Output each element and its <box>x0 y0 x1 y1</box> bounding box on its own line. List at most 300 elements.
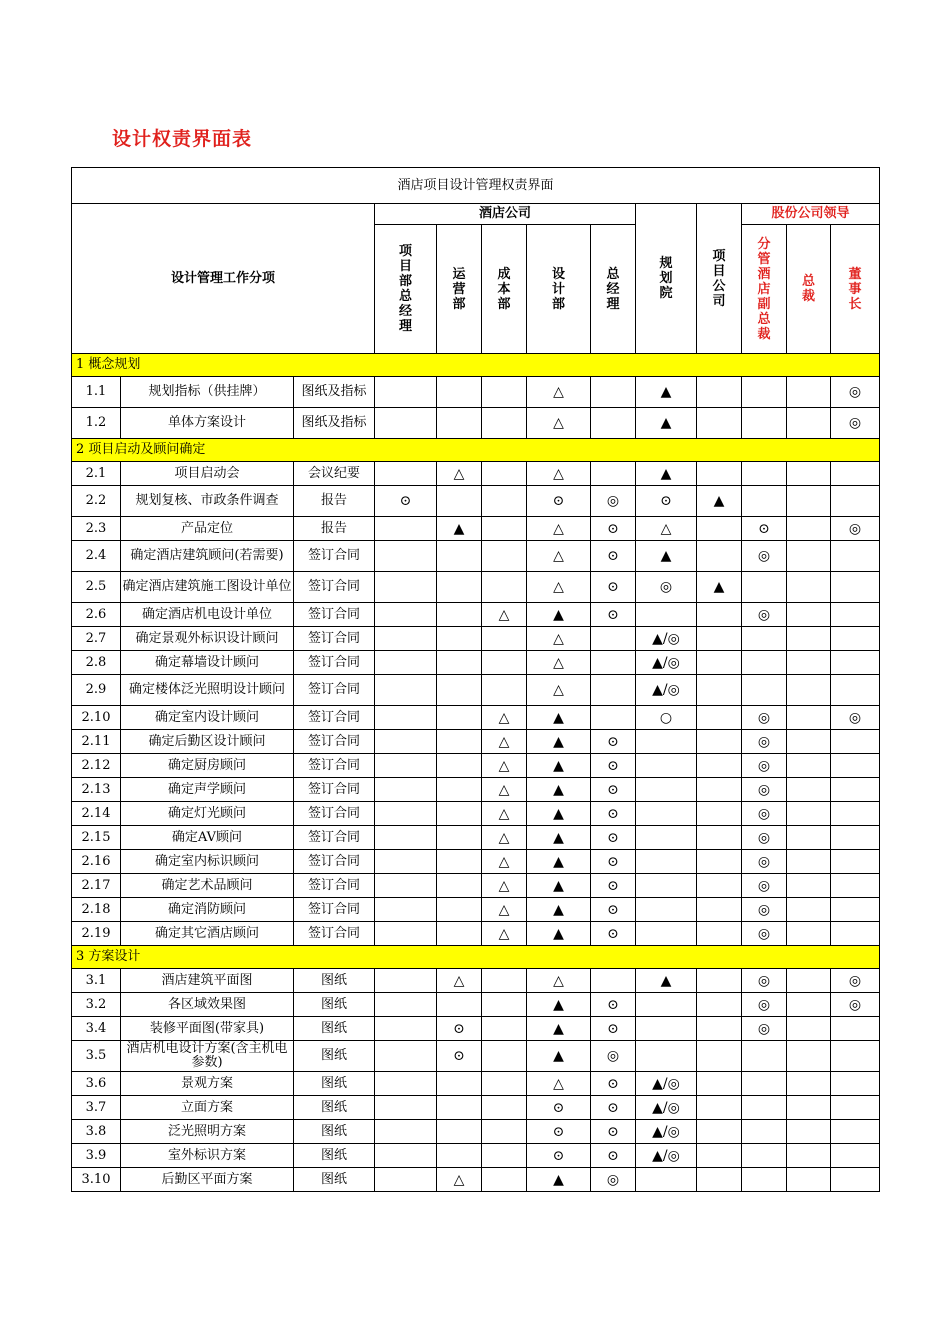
responsibility-mark: ⊙ <box>437 1041 482 1072</box>
responsibility-mark <box>591 675 636 706</box>
responsibility-mark: ▲ <box>527 993 591 1017</box>
responsibility-mark <box>375 802 437 826</box>
column-header-gm: 总经理 <box>591 225 636 354</box>
responsibility-mark <box>375 1120 437 1144</box>
responsibility-mark: ▲/◎ <box>636 651 697 675</box>
item-number: 3.1 <box>72 969 121 993</box>
responsibility-mark <box>787 486 831 517</box>
responsibility-mark: ⊙ <box>591 541 636 572</box>
responsibility-mark <box>437 730 482 754</box>
responsibility-mark <box>787 517 831 541</box>
responsibility-mark <box>437 651 482 675</box>
responsibility-mark: ▲ <box>697 572 742 603</box>
hotel-company-group-header: 酒店公司 <box>375 204 636 225</box>
responsibility-mark <box>437 408 482 439</box>
table-row <box>72 1096 880 1120</box>
responsibility-mark <box>437 541 482 572</box>
responsibility-mark <box>482 572 527 603</box>
table-row <box>72 1144 880 1168</box>
work-item-header: 设计管理工作分项 <box>72 204 375 354</box>
item-output: 图纸 <box>294 993 375 1017</box>
item-number: 3.4 <box>72 1017 121 1041</box>
table-row <box>72 898 880 922</box>
table-row <box>72 408 880 439</box>
responsibility-mark <box>482 1017 527 1041</box>
section-header: 2 项目启动及顾问确定 <box>72 439 880 462</box>
responsibility-mark: ⊙ <box>591 802 636 826</box>
responsibility-mark <box>697 675 742 706</box>
responsibility-mark: △ <box>527 675 591 706</box>
responsibility-mark <box>787 541 831 572</box>
responsibility-mark: ◎ <box>742 541 787 572</box>
responsibility-mark <box>697 603 742 627</box>
item-output: 签订合同 <box>294 541 375 572</box>
responsibility-mark: ◎ <box>742 706 787 730</box>
responsibility-mark <box>742 377 787 408</box>
table-caption: 酒店项目设计管理权责界面 <box>72 168 880 204</box>
responsibility-mark: ⊙ <box>742 517 787 541</box>
table-row <box>72 802 880 826</box>
responsibility-mark <box>787 675 831 706</box>
responsibility-mark <box>482 517 527 541</box>
responsibility-mark <box>482 969 527 993</box>
responsibility-mark: △ <box>482 850 527 874</box>
responsibility-mark <box>742 675 787 706</box>
responsibility-mark <box>742 1168 787 1192</box>
table-row <box>72 706 880 730</box>
responsibility-mark: △ <box>527 651 591 675</box>
item-output: 签订合同 <box>294 754 375 778</box>
responsibility-mark: △ <box>482 802 527 826</box>
item-name: 确定后勤区设计顾问 <box>121 730 294 754</box>
responsibility-mark <box>831 1096 880 1120</box>
responsibility-mark <box>697 778 742 802</box>
responsibility-mark <box>831 541 880 572</box>
responsibility-mark <box>787 778 831 802</box>
responsibility-mark: ▲ <box>636 462 697 486</box>
table-row <box>72 603 880 627</box>
responsibility-mark <box>787 874 831 898</box>
responsibility-mark <box>697 850 742 874</box>
responsibility-mark: ◎ <box>831 969 880 993</box>
responsibility-mark: ▲ <box>527 874 591 898</box>
responsibility-mark: △ <box>482 874 527 898</box>
responsibility-mark <box>636 1041 697 1072</box>
responsibility-mark <box>437 377 482 408</box>
responsibility-mark: △ <box>437 1168 482 1192</box>
item-name: 泛光照明方案 <box>121 1120 294 1144</box>
responsibility-mark <box>375 969 437 993</box>
column-header-project-company: 项目公司 <box>697 204 742 354</box>
item-name: 确定景观外标识设计顾问 <box>121 627 294 651</box>
responsibility-mark <box>482 1144 527 1168</box>
item-output: 签订合同 <box>294 706 375 730</box>
responsibility-mark: △ <box>482 730 527 754</box>
column-header-cost: 成本部 <box>482 225 527 354</box>
responsibility-mark <box>787 603 831 627</box>
item-name: 各区域效果图 <box>121 993 294 1017</box>
responsibility-mark <box>831 1017 880 1041</box>
responsibility-mark <box>831 1041 880 1072</box>
responsibility-mark <box>375 922 437 946</box>
responsibility-mark: △ <box>527 572 591 603</box>
responsibility-mark <box>831 826 880 850</box>
responsibility-mark: △ <box>482 898 527 922</box>
responsibility-mark <box>787 802 831 826</box>
responsibility-mark: △ <box>437 462 482 486</box>
responsibility-mark: ⊙ <box>527 1120 591 1144</box>
item-output: 会议纪要 <box>294 462 375 486</box>
responsibility-mark <box>697 969 742 993</box>
responsibility-mark <box>482 377 527 408</box>
responsibility-mark <box>375 1144 437 1168</box>
responsibility-mark: ⊙ <box>437 1017 482 1041</box>
item-number: 2.10 <box>72 706 121 730</box>
table-row <box>72 651 880 675</box>
responsibility-mark <box>831 874 880 898</box>
column-header-operations: 运营部 <box>437 225 482 354</box>
responsibility-mark <box>482 541 527 572</box>
responsibility-mark <box>437 627 482 651</box>
responsibility-mark <box>787 922 831 946</box>
table-row <box>72 517 880 541</box>
responsibility-mark: ▲ <box>636 541 697 572</box>
responsibility-mark <box>697 651 742 675</box>
table-row <box>72 1168 880 1192</box>
item-name: 酒店建筑平面图 <box>121 969 294 993</box>
section-header: 1 概念规划 <box>72 354 880 377</box>
responsibility-mark <box>375 754 437 778</box>
item-name: 产品定位 <box>121 517 294 541</box>
responsibility-mark <box>787 850 831 874</box>
table-row <box>72 1041 880 1072</box>
responsibility-mark <box>697 1144 742 1168</box>
responsibility-mark: ⊙ <box>591 1120 636 1144</box>
responsibility-mark <box>375 603 437 627</box>
item-number: 1.1 <box>72 377 121 408</box>
item-number: 2.1 <box>72 462 121 486</box>
table-row <box>72 627 880 651</box>
responsibility-mark <box>697 706 742 730</box>
responsibility-mark <box>831 802 880 826</box>
responsibility-mark <box>482 462 527 486</box>
responsibility-mark: ⊙ <box>591 754 636 778</box>
item-name: 确定酒店建筑施工图设计单位 <box>121 572 294 603</box>
item-output: 图纸 <box>294 1041 375 1072</box>
responsibility-mark: ◎ <box>591 486 636 517</box>
responsibility-mark <box>742 1041 787 1072</box>
item-output: 签订合同 <box>294 922 375 946</box>
item-number: 2.2 <box>72 486 121 517</box>
table-row <box>72 993 880 1017</box>
responsibility-mark <box>831 730 880 754</box>
item-output: 图纸及指标 <box>294 377 375 408</box>
responsibility-mark <box>375 993 437 1017</box>
responsibility-mark <box>375 898 437 922</box>
item-number: 2.15 <box>72 826 121 850</box>
responsibility-mark: ◎ <box>742 802 787 826</box>
item-number: 2.14 <box>72 802 121 826</box>
responsibility-mark <box>636 778 697 802</box>
responsibility-mark <box>697 802 742 826</box>
item-name: 确定幕墙设计顾问 <box>121 651 294 675</box>
responsibility-mark <box>787 462 831 486</box>
responsibility-mark <box>831 651 880 675</box>
responsibility-mark <box>742 462 787 486</box>
responsibility-mark: ⊙ <box>591 993 636 1017</box>
responsibility-mark <box>437 778 482 802</box>
item-number: 3.10 <box>72 1168 121 1192</box>
item-output: 签订合同 <box>294 651 375 675</box>
responsibility-mark <box>831 462 880 486</box>
responsibility-mark: △ <box>482 754 527 778</box>
responsibility-mark <box>831 486 880 517</box>
item-output: 报告 <box>294 517 375 541</box>
responsibility-mark <box>375 1168 437 1192</box>
item-name: 酒店机电设计方案(含主机电参数) <box>121 1041 294 1072</box>
responsibility-mark: ▲/◎ <box>636 675 697 706</box>
responsibility-mark <box>697 754 742 778</box>
item-name: 确定酒店机电设计单位 <box>121 603 294 627</box>
responsibility-mark: ◎ <box>742 603 787 627</box>
item-output: 图纸 <box>294 969 375 993</box>
responsibility-mark: ⊙ <box>636 486 697 517</box>
page-title: 设计权责界面表 <box>112 128 253 150</box>
responsibility-mark: ◎ <box>742 754 787 778</box>
item-number: 1.2 <box>72 408 121 439</box>
item-output: 图纸 <box>294 1072 375 1096</box>
responsibility-mark: ⊙ <box>527 1144 591 1168</box>
responsibility-mark <box>697 1120 742 1144</box>
responsibility-mark <box>375 627 437 651</box>
responsibility-mark <box>482 627 527 651</box>
responsibility-mark <box>742 1120 787 1144</box>
responsibility-mark: △ <box>437 969 482 993</box>
responsibility-mark <box>437 486 482 517</box>
item-output: 签订合同 <box>294 627 375 651</box>
item-name: 确定楼体泛光照明设计顾问 <box>121 675 294 706</box>
item-number: 3.6 <box>72 1072 121 1096</box>
responsibility-mark <box>482 993 527 1017</box>
responsibility-mark: ◎ <box>742 826 787 850</box>
item-output: 图纸及指标 <box>294 408 375 439</box>
responsibility-mark <box>482 1072 527 1096</box>
responsibility-mark <box>697 408 742 439</box>
responsibility-mark <box>437 850 482 874</box>
responsibility-mark <box>482 408 527 439</box>
item-number: 2.19 <box>72 922 121 946</box>
responsibility-mark: ⊙ <box>527 486 591 517</box>
responsibility-mark: ◎ <box>831 377 880 408</box>
responsibility-mark: ⊙ <box>591 1096 636 1120</box>
table-row <box>72 675 880 706</box>
responsibility-mark: △ <box>527 517 591 541</box>
responsibility-mark: ▲ <box>527 1041 591 1072</box>
responsibility-mark <box>437 826 482 850</box>
responsibility-mark <box>787 706 831 730</box>
item-number: 2.16 <box>72 850 121 874</box>
table-row <box>72 377 880 408</box>
responsibility-mark <box>375 651 437 675</box>
table-row <box>72 969 880 993</box>
item-number: 2.18 <box>72 898 121 922</box>
item-name: 单体方案设计 <box>121 408 294 439</box>
responsibility-mark <box>591 969 636 993</box>
responsibility-mark: ▲/◎ <box>636 1096 697 1120</box>
item-output: 签订合同 <box>294 850 375 874</box>
responsibility-mark <box>591 706 636 730</box>
responsibility-mark <box>437 1144 482 1168</box>
responsibility-mark: △ <box>527 969 591 993</box>
responsibility-mark <box>591 627 636 651</box>
table-row <box>72 462 880 486</box>
holding-leaders-group-header: 股份公司领导 <box>742 204 880 225</box>
responsibility-mark <box>831 572 880 603</box>
responsibility-mark: ◎ <box>742 922 787 946</box>
table-row <box>72 572 880 603</box>
item-number: 3.5 <box>72 1041 121 1072</box>
responsibility-mark: ⊙ <box>591 898 636 922</box>
item-output: 签订合同 <box>294 898 375 922</box>
table-row <box>72 754 880 778</box>
responsibility-mark <box>742 1096 787 1120</box>
responsibility-mark <box>437 802 482 826</box>
responsibility-mark <box>697 1096 742 1120</box>
responsibility-mark <box>787 627 831 651</box>
responsibility-mark <box>742 408 787 439</box>
responsibility-mark <box>591 651 636 675</box>
column-header-vp-hotel: 分管酒店副总裁 <box>742 225 787 354</box>
responsibility-mark: ▲ <box>527 754 591 778</box>
item-output: 签订合同 <box>294 675 375 706</box>
responsibility-mark <box>787 408 831 439</box>
column-header-design: 设计部 <box>527 225 591 354</box>
responsibility-mark <box>636 826 697 850</box>
responsibility-mark: ⊙ <box>591 922 636 946</box>
responsibility-mark <box>831 1144 880 1168</box>
responsibility-mark <box>375 572 437 603</box>
responsibility-mark: △ <box>636 517 697 541</box>
responsibility-mark <box>787 1017 831 1041</box>
responsibility-mark <box>787 993 831 1017</box>
responsibility-mark: ◎ <box>831 993 880 1017</box>
responsibility-mark <box>787 754 831 778</box>
responsibility-mark <box>831 754 880 778</box>
item-number: 3.9 <box>72 1144 121 1168</box>
responsibility-mark <box>375 462 437 486</box>
item-output: 签订合同 <box>294 603 375 627</box>
responsibility-mark <box>437 603 482 627</box>
column-header-project-gm: 项目部总经理 <box>375 225 437 354</box>
item-number: 2.7 <box>72 627 121 651</box>
item-name: 确定其它酒店顾问 <box>121 922 294 946</box>
item-output: 图纸 <box>294 1144 375 1168</box>
responsibility-mark: ▲ <box>527 826 591 850</box>
responsibility-mark <box>697 1017 742 1041</box>
responsibility-mark <box>482 675 527 706</box>
responsibility-mark <box>636 1168 697 1192</box>
item-name: 后勤区平面方案 <box>121 1168 294 1192</box>
responsibility-mark <box>742 572 787 603</box>
column-header-chairman: 董事长 <box>831 225 880 354</box>
item-number: 2.8 <box>72 651 121 675</box>
responsibility-mark: ⊙ <box>591 730 636 754</box>
responsibility-mark: △ <box>527 377 591 408</box>
responsibility-mark: ⊙ <box>591 874 636 898</box>
responsibility-mark: ▲ <box>527 850 591 874</box>
responsibility-mark <box>787 1168 831 1192</box>
responsibility-mark <box>375 377 437 408</box>
responsibility-mark: ◎ <box>742 969 787 993</box>
responsibility-mark <box>697 377 742 408</box>
item-name: 确定声学顾问 <box>121 778 294 802</box>
responsibility-mark: ▲ <box>697 486 742 517</box>
table-row <box>72 874 880 898</box>
responsibility-mark <box>697 898 742 922</box>
item-number: 3.2 <box>72 993 121 1017</box>
item-output: 签订合同 <box>294 572 375 603</box>
responsibility-mark <box>697 1168 742 1192</box>
responsibility-mark <box>437 706 482 730</box>
responsibility-mark: ◎ <box>742 874 787 898</box>
responsibility-mark <box>697 993 742 1017</box>
responsibility-mark: ◎ <box>831 706 880 730</box>
item-number: 2.4 <box>72 541 121 572</box>
responsibility-mark <box>697 826 742 850</box>
item-number: 2.13 <box>72 778 121 802</box>
responsibility-mark <box>375 675 437 706</box>
responsibility-mark: △ <box>482 778 527 802</box>
item-number: 2.5 <box>72 572 121 603</box>
responsibility-mark <box>831 850 880 874</box>
responsibility-mark <box>787 1072 831 1096</box>
responsibility-mark: ◎ <box>742 730 787 754</box>
table-row <box>72 486 880 517</box>
responsibility-mark: ⊙ <box>591 1144 636 1168</box>
responsibility-mark: ▲ <box>527 706 591 730</box>
column-header-president: 总裁 <box>787 225 831 354</box>
responsibility-mark: ▲/◎ <box>636 627 697 651</box>
item-name: 确定室内设计顾问 <box>121 706 294 730</box>
section-header: 3 方案设计 <box>72 946 880 969</box>
table-row <box>72 922 880 946</box>
responsibility-mark <box>831 898 880 922</box>
item-number: 2.12 <box>72 754 121 778</box>
responsibility-mark <box>375 874 437 898</box>
responsibility-mark <box>636 802 697 826</box>
responsibility-mark <box>831 675 880 706</box>
responsibility-mark <box>591 377 636 408</box>
responsibility-mark: ▲/◎ <box>636 1144 697 1168</box>
responsibility-mark <box>437 993 482 1017</box>
responsibility-mark: ▲ <box>527 1168 591 1192</box>
responsibility-mark: ◎ <box>742 993 787 1017</box>
responsibility-mark <box>482 1041 527 1072</box>
responsibility-mark <box>482 1120 527 1144</box>
item-output: 签订合同 <box>294 826 375 850</box>
responsibility-mark <box>697 517 742 541</box>
responsibility-mark <box>482 651 527 675</box>
responsibility-mark: △ <box>527 541 591 572</box>
responsibility-mark: ⊙ <box>591 826 636 850</box>
responsibility-mark: △ <box>482 826 527 850</box>
responsibility-mark: ▲ <box>636 377 697 408</box>
item-output: 图纸 <box>294 1120 375 1144</box>
responsibility-mark <box>787 898 831 922</box>
responsibility-mark <box>831 778 880 802</box>
responsibility-mark <box>636 754 697 778</box>
responsibility-mark: △ <box>527 627 591 651</box>
